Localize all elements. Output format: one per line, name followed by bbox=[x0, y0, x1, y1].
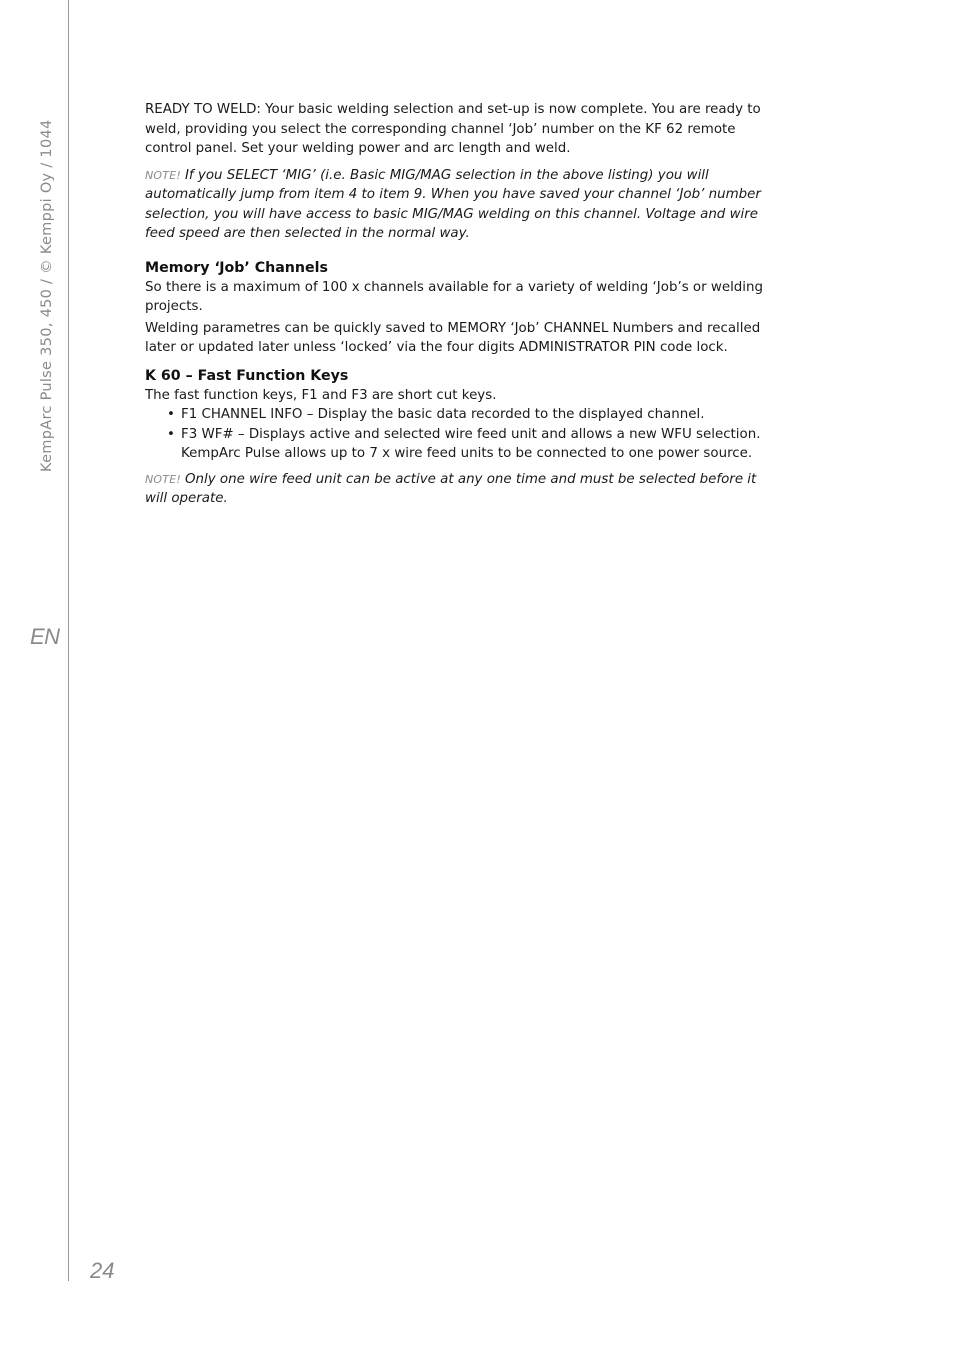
function-keys-intro: The fast function keys, F1 and F3 are short cut keys. bbox=[145, 387, 497, 403]
ready-to-weld-paragraph: READY TO WELD: Your basic welding selection and set-up is now complete. You are ready to weld, providing you select the corresponding channel ‘Job’ number on the KF 62 remote control panel. Set your welding power and arc length and weld. bbox=[145, 102, 761, 156]
list-item-text: F1 CHANNEL INFO – Display the basic data recorded to the displayed channel. bbox=[181, 407, 705, 422]
list-item bbox=[145, 405, 775, 425]
note-mig bbox=[145, 166, 775, 244]
memory-channels-paragraph: Welding parametres can be quickly saved to MEMORY ‘Job’ CHANNEL Numbers and recalled later or updated later unless ‘locked’ via the four digits ADMINISTRATOR PIN code lock. bbox=[145, 320, 761, 355]
margin-rule bbox=[68, 0, 69, 1281]
note-text: Only one wire feed unit can be active at any one time and must be selected before it will operate. bbox=[145, 471, 757, 506]
function-keys-heading: K 60 – Fast Function Keys bbox=[145, 367, 349, 384]
note-text: If you SELECT ‘MIG’ (i.e. Basic MIG/MAG selection in the above listing) you will automatically jump from item 4 to item 9. When you have saved your channel ‘Job’ number selection, you will have access to basic MIG/MAG welding on this channel. Voltage and wire feed speed are then selected in the normal way. bbox=[145, 167, 761, 241]
bullet-icon: • bbox=[167, 426, 175, 442]
page-number: 24 bbox=[90, 1258, 115, 1283]
side-caption: KempArc Pulse 350, 450 / © Kemppi Oy / 1044 bbox=[39, 119, 55, 472]
list-item bbox=[145, 425, 775, 464]
note-label: NOTE! bbox=[145, 472, 181, 486]
list-item-text: F3 WF# – Displays active and selected wire feed unit and allows a new WFU selection. KempArc Pulse allows up to 7 x wire feed units to be connected to one power source. bbox=[181, 426, 761, 461]
memory-channels-paragraph: So there is a maximum of 100 x channels available for a variety of welding ‘Job’s or welding projects. bbox=[145, 279, 764, 314]
note-label: NOTE! bbox=[145, 168, 181, 182]
function-keys-list bbox=[145, 405, 775, 464]
memory-channels-heading: Memory ‘Job’ Channels bbox=[145, 259, 328, 276]
note-wire-feed bbox=[145, 470, 775, 509]
bullet-icon: • bbox=[167, 407, 175, 422]
language-code: EN bbox=[30, 624, 60, 649]
page-content bbox=[145, 100, 775, 523]
